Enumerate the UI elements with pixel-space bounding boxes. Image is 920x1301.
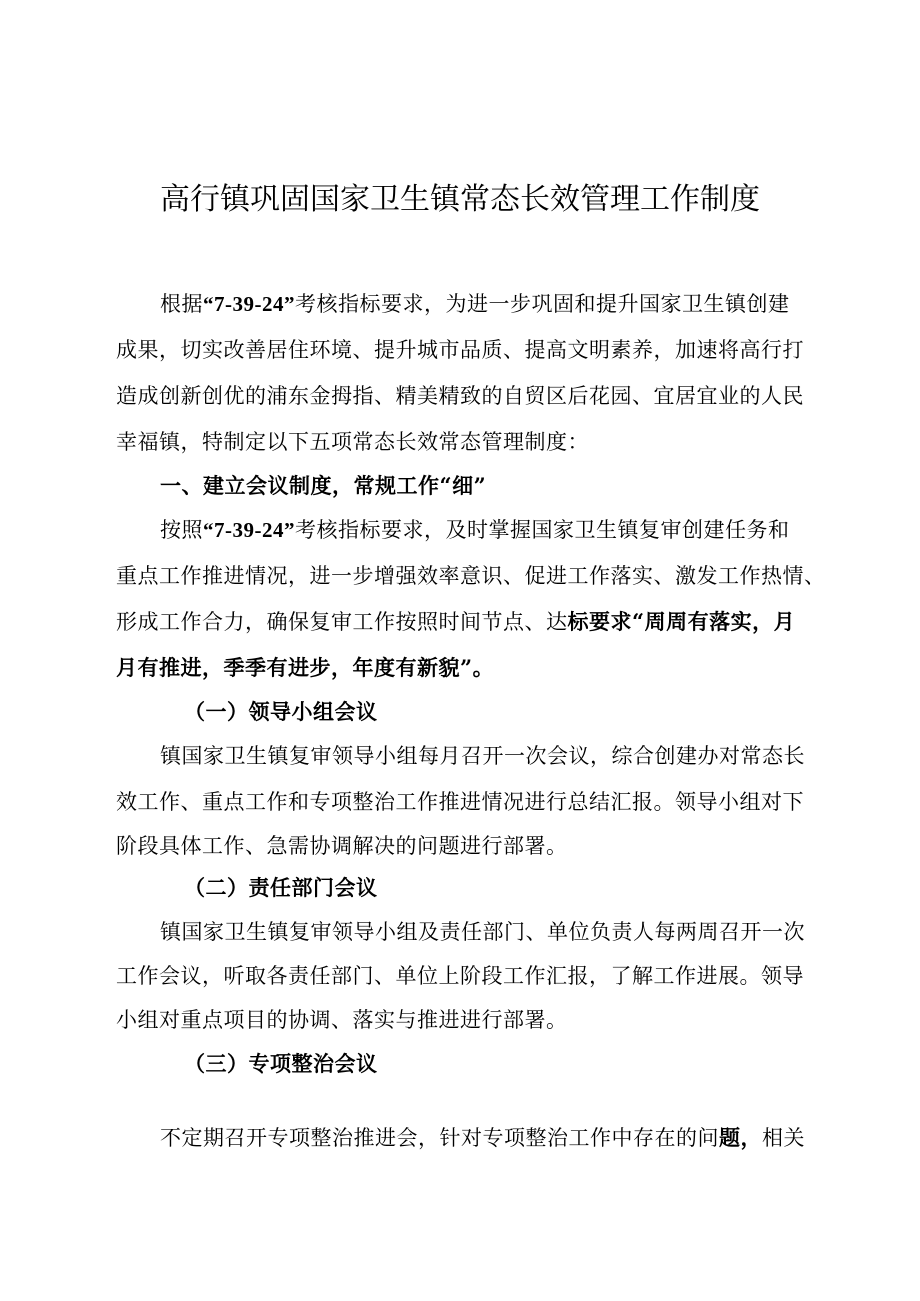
sub2-line-3: 小组对重点项目的协调、落实与推进进行部署。 [116, 1008, 568, 1032]
sub3-line-1-bold: 题， [719, 1125, 762, 1150]
sub2-heading: （二）责任部门会议 [184, 875, 378, 900]
section1-line-1-code: “7-39-24” [203, 518, 295, 542]
sub3-heading: （三）专项整治会议 [184, 1051, 378, 1076]
section1-line-1 [160, 510, 816, 550]
section1-line-1-post: 考核指标要求，及时掌握国家卫生镇复审创建任务和 [295, 518, 790, 542]
sub1-line-1: 镇国家卫生镇复审领导小组每月召开一次会议，综合创建办对常态长 [160, 744, 805, 768]
document-title: 高行镇巩固国家卫生镇常态长效管理工作制度 [160, 182, 760, 217]
intro-line-1-pre: 根据 [160, 292, 203, 316]
intro-line-4: 幸福镇，特制定以下五项常态长效常态管理制度： [116, 430, 589, 454]
sub2-line-1: 镇国家卫生镇复审领导小组及责任部门、单位负责人每两周召开一次 [160, 920, 805, 944]
intro-line-1-post: 考核指标要求，为进一步巩固和提升国家卫生镇创建 [295, 292, 790, 316]
intro-line-1-code: “7-39-24” [203, 292, 295, 316]
intro-line-1 [160, 284, 816, 324]
intro-line-3: 造成创新创优的浦东金拇指、精美精致的自贸区后花园、宜居宜业的人民 [116, 384, 804, 408]
section1-line-4: 月有推进，季季有进步，年度有新貌”。 [116, 655, 495, 680]
sub1-line-2: 效工作、重点工作和专项整治工作推进情况进行总结汇报。领导小组对下 [116, 790, 804, 814]
section1-line-3-pre: 形成工作合力，确保复审工作按照时间节点、达 [116, 610, 568, 634]
section1-heading: 一、建立会议制度，常规工作“细” [160, 473, 487, 498]
sub2-line-2: 工作会议，听取各责任部门、单位上阶段工作汇报，了解工作进展。领导 [116, 964, 804, 988]
sub3-line-1 [160, 1118, 816, 1158]
sub1-line-3: 阶段具体工作、急需协调解决的问题进行部署。 [116, 834, 568, 858]
section1-line-1-pre: 按照 [160, 518, 203, 542]
sub3-line-1-post: 相关 [762, 1126, 805, 1150]
section1-line-3-bold: 标要求“周周有落实，月 [567, 609, 796, 634]
sub1-heading: （一）领导小组会议 [184, 699, 378, 724]
intro-line-2: 成果，切实改善居住环境、提升城市品质、提高文明素养，加速将高行打 [116, 338, 804, 362]
sub3-line-1-pre: 不定期召开专项整治推进会，针对专项整治工作中存在的问 [160, 1126, 719, 1150]
section1-line-3 [116, 602, 816, 642]
section1-line-2: 重点工作推进情况，进一步增强效率意识、促进工作落实、激发工作热情、 [116, 564, 826, 588]
